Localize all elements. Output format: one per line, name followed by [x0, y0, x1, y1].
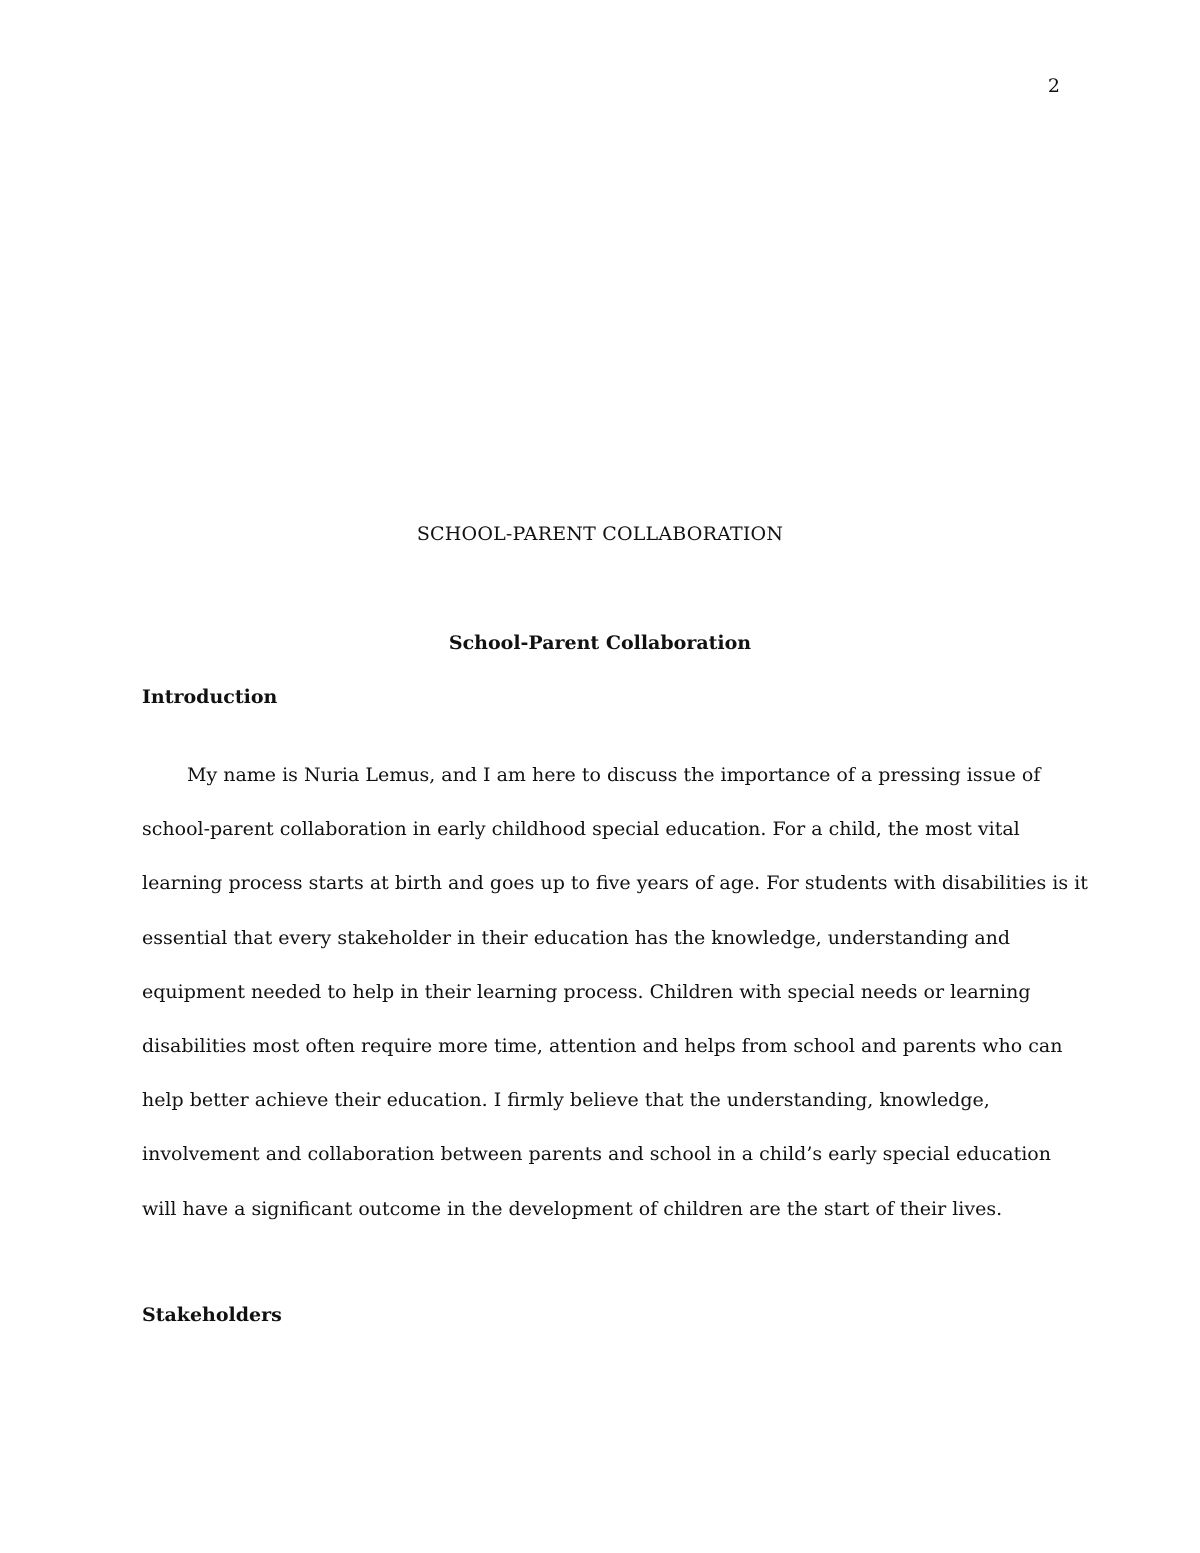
- paragraph-line: involvement and collaboration between parents and school in a child’s early special education: [142, 1143, 1051, 1166]
- paragraph-line: school-parent collaboration in early childhood special education. For a child, the most vital: [142, 818, 1020, 841]
- section-heading-stakeholders: Stakeholders: [142, 1304, 282, 1326]
- paragraph-line: learning process starts at birth and goes up to five years of age. For students with disabilities is it: [142, 872, 1088, 895]
- document-title: School-Parent Collaboration: [448, 632, 752, 654]
- paragraph-line: disabilities most often require more time, attention and helps from school and parents who can: [142, 1034, 1063, 1057]
- section-heading-introduction: Introduction: [142, 686, 278, 708]
- paragraph-line: My name is Nuria Lemus, and I am here to discuss the importance of a pressing issue of: [187, 764, 1041, 786]
- paragraph-line: equipment needed to help in their learning process. Children with special needs or learning: [142, 980, 1031, 1003]
- introduction-paragraph: [142, 760, 1088, 1248]
- paragraph-line: help better achieve their education. I firmly believe that the understanding, knowledge,: [142, 1089, 990, 1112]
- running-title: SCHOOL-PARENT COLLABORATION: [416, 523, 784, 545]
- paragraph-line: essential that every stakeholder in their education has the knowledge, understanding and: [142, 926, 1011, 949]
- page-number: 2: [1047, 75, 1060, 97]
- paragraph-line: will have a significant outcome in the development of children are the start of their lives.: [142, 1197, 1003, 1220]
